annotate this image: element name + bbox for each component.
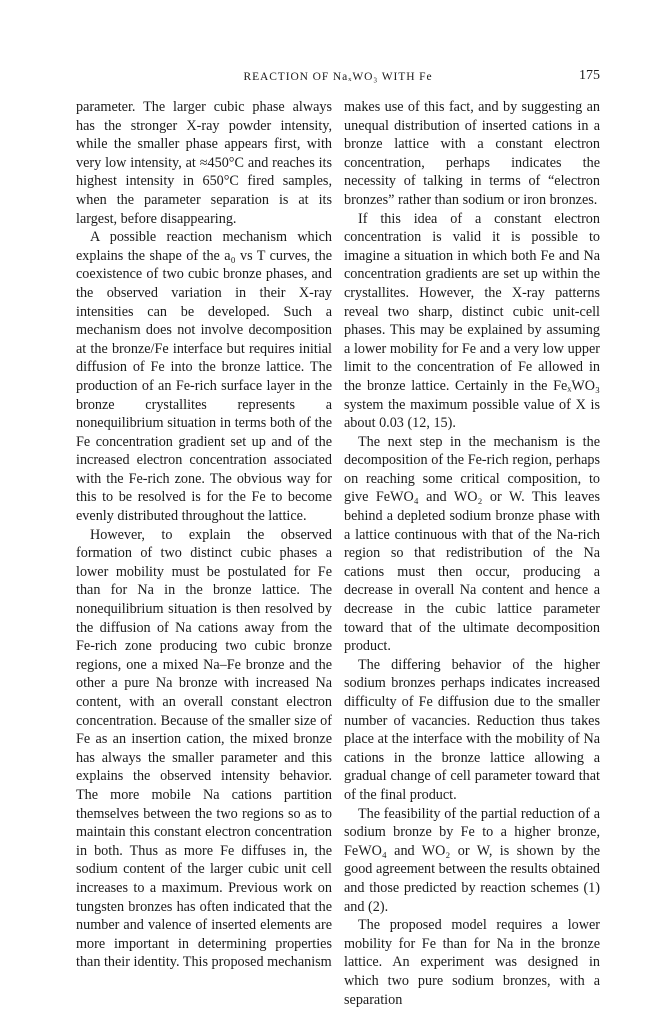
paragraph: The proposed model requires a lower mobility for Fe than for Na in the bronze lattice. An experiment was designed in which two pure sodium bronzes, with a separation [344,917,600,1008]
paragraph: parameter. The larger cubic phase always has the stronger X-ray powder intensity, while the smaller phase appears first, with very low intensity, at ≈450°C and reaches its highest intensity in 650°C fired samples, when the parameter separation is at its largest, before disappearing. [76,99,332,227]
paragraph: makes use of this fact, and by suggesting an unequal distribution of inserted cations in a bronze lattice with a constant electron concentration, perhaps indicates the necessity of talking in terms of “electron bronzes” rather than sodium or iron bronzes. [344,99,600,208]
page-header [76,68,600,90]
left-column [76,98,332,972]
page-number: 175 [579,68,600,83]
running-head: REACTION OF NaₓWO₃ WITH Fe [243,71,433,83]
paragraph: The feasibility of the partial reduction of a sodium bronze by Fe to a higher bronze, FeWO₄ and WO₂ or W, is shown by the good agreement between the results obtained and those predicted by reaction schemes (1) and (2). [344,805,600,915]
paragraph: A possible reaction mechanism which explains the shape of the a₀ vs T curves, the coexistence of two cubic bronze phases, and the observed variation in their X-ray intensities can be developed. Such a mechanism does not involve decomposition at the bronze/Fe interface but requires initial diffusion of Fe into the bronze lattice. The production of an Fe-rich surface layer in the bronze crystallites represents a nonequilibrium situation in terms both of the Fe concentration gradient set up and of the increased electron concentration associated with the Fe-rich zone. The obvious way for this to be resolved is for the Fe to become evenly distributed throughout the lattice. [76,229,332,525]
paragraph: The differing behavior of the higher sodium bronzes perhaps indicates increased difficulty of Fe diffusion due to the smaller number of vacancies. Reduction thus takes place at the interface with the mobility of Na cations in the bronze lattice allowing a gradual change of cell parameter toward that of the final product. [344,656,600,803]
paragraph: However, to explain the observed formation of two distinct cubic phases a lower mobility must be postulated for Fe than for Na in the bronze lattice. The nonequilibrium situation is then resolved by the diffusion of Na cations away from the Fe-rich zone producing two cubic bronze regions, one a mixed Na–Fe bronze and the other a pure Na bronze with increased Na content, with an overall constant electron concentration. Because of the smaller size of Fe as an insertion cation, the mixed bronze has always the smaller parameter and this explains the observed intensity behavior. The more mobile Na cations partition themselves between the two regions so as to maintain this constant electron concentration in both. Thus as more Fe diffuses in, the sodium content of the larger cubic unit cell increases to a maximum. Previous work on tungsten bronzes has often indicated that the number and valence of inserted elements are more important in determining properties than their identity. This proposed mechanism [76,526,332,971]
paragraph: If this idea of a constant electron concentration is valid it is possible to imagine a situation in which both Fe and Na concentration gradients are set up within the crystallites. However, the X-ray patterns reveal two sharp, distinct cubic unit-cell phases. This may be explained by assuming a lower mobility for Fe and a very low upper limit to the concentration of Fe allowed in the bronze lattice. Certainly in the FeₓWO₃ system the maximum possible value of X is about 0.03 (12, 15). [344,210,600,432]
right-column [344,98,600,1009]
paragraph: The next step in the mechanism is the decomposition of the Fe-rich region, perhaps on reaching some critical composition, to give FeWO₄ and WO₂ or W. This leaves behind a depleted sodium bronze phase with a lattice continuous with that of the Na-rich region so that redistribution of the Na cations must then occur, producing a decrease in overall Na content and hence a decrease in the cubic lattice parameter toward that of the ultimate decomposition product. [344,433,600,655]
